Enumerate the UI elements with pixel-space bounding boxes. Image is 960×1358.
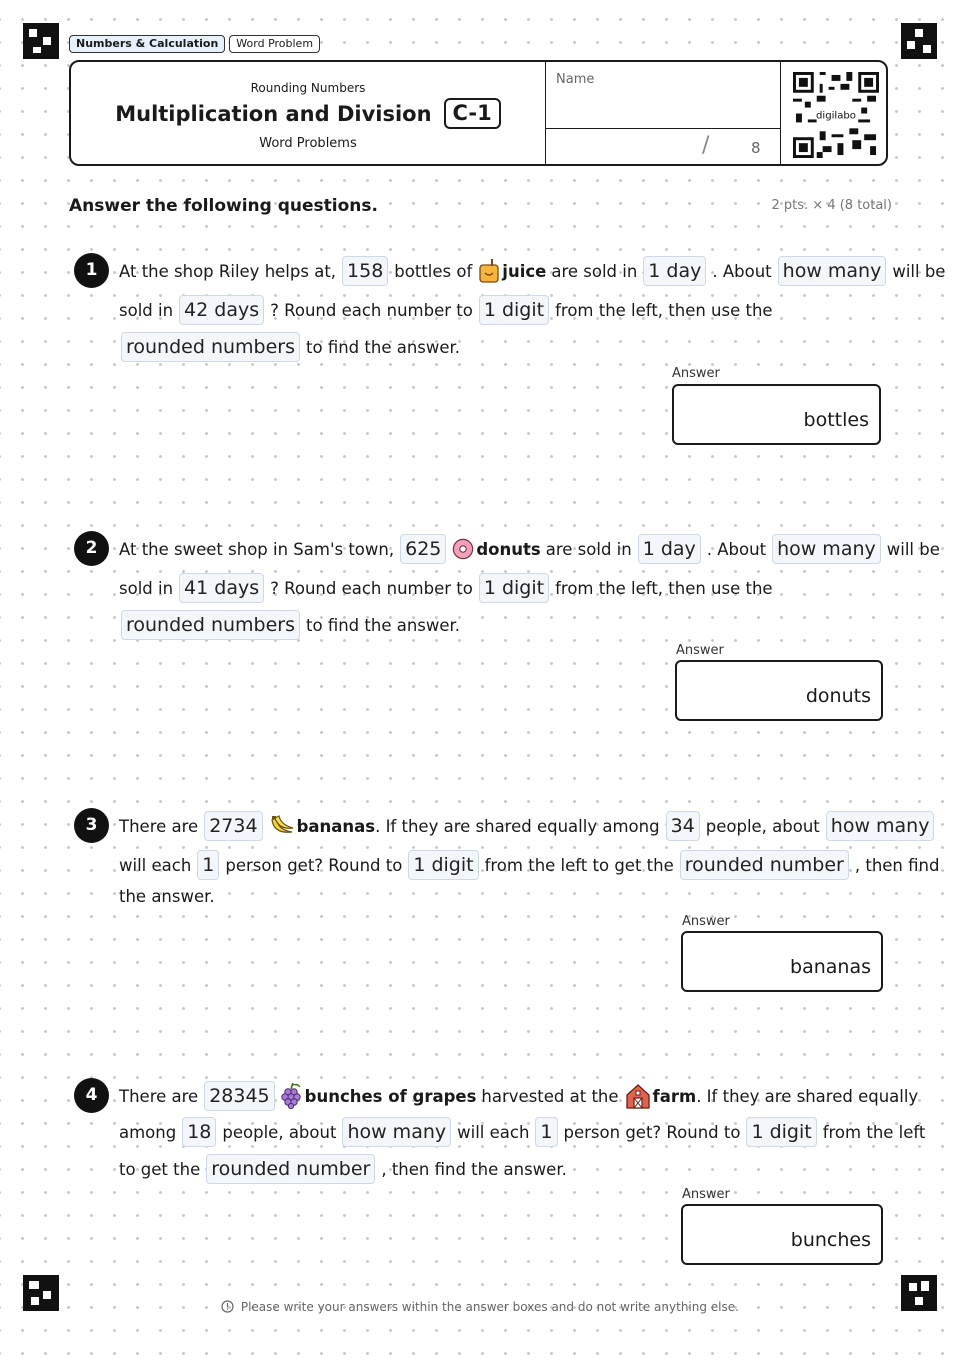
answer-unit: bottles [803,409,869,431]
keyword-box: rounded number [680,850,849,880]
text: ? Round each number to [270,578,473,598]
score-slash: / [702,133,710,158]
donut-icon [452,537,474,561]
answer-unit: bunches [790,1229,871,1251]
number-box: 1 day [638,534,701,564]
text: people, about [222,1122,337,1142]
text: . If they are shared equally among [375,816,660,836]
text: from the left, then use the [555,300,773,320]
answer-unit: bananas [790,956,871,978]
text: There are [119,816,199,836]
worksheet-subtitle: Rounding Numbers [250,81,366,95]
text: At the sweet shop in Sam's town, [119,539,395,559]
question-text-line [119,1081,918,1111]
text: people, about [705,816,820,836]
answer-box[interactable] [675,660,883,721]
question-text-line [119,332,460,362]
answer-label: Answer [682,1187,730,1202]
question-text-line [119,811,940,841]
number-box: 1 digit [408,850,478,880]
farm-barn-icon [625,1083,651,1109]
text: will each [119,855,192,875]
text: to find the answer. [306,615,461,635]
corner-marker-top-left [23,23,59,59]
text: sold in [119,300,174,320]
text: At the shop Riley helps at, [119,261,337,281]
worksheet-title: Multiplication and Division [115,101,432,126]
total-points: 8 [751,139,761,157]
question-text-line [119,887,215,906]
name-score-block [545,62,781,164]
score-field[interactable] [546,128,780,167]
text: will each [457,1122,530,1142]
number-box: 1 digit [479,573,549,603]
question-number: 1 [74,253,109,288]
question-text-line [119,1117,925,1147]
text: bottles of [394,261,473,281]
number-box: 41 days [179,573,264,603]
footer-note [0,1300,960,1314]
name-label: Name [556,72,595,87]
question-text-line [119,534,940,564]
text: . About [706,539,767,559]
item-name: bunches of grapes [304,1086,477,1106]
keyword-box: how many [778,256,887,286]
worksheet-code: C-1 [444,98,501,129]
number-box: 28345 [204,1081,274,1111]
text: , then find the answer. [381,1159,567,1179]
text: are sold in [551,261,638,281]
number-box: 1 digit [479,295,549,325]
text: . About [712,261,772,281]
text: from the left, then use the [555,578,773,598]
title-block [71,62,545,164]
question-text-line [119,256,945,286]
question-number: 2 [74,531,109,566]
text: to find the answer. [306,337,461,357]
answer-unit: donuts [805,685,871,707]
category-tags [69,35,320,53]
text: to get the [119,1159,201,1179]
text: are sold in [545,539,632,559]
text: from the left to get the [484,855,674,875]
question-number: 3 [74,808,109,843]
info-icon [221,1300,234,1313]
keyword-box: rounded numbers [121,610,300,640]
points-info: 2 pts. × 4 (8 total) [771,198,892,213]
text: person get? Round to [563,1122,741,1142]
answer-label: Answer [682,914,730,929]
question-text-line [119,1154,567,1184]
text: the answer. [119,887,215,906]
question-text-line [119,850,939,880]
answer-label: Answer [676,643,724,658]
answer-label: Answer [672,366,720,381]
text: , then find [854,855,940,875]
text: will be [892,261,946,281]
text: ? Round each number to [270,300,473,320]
tag-word-problem: Word Problem [229,35,320,53]
text: will be [886,539,940,559]
worksheet-header [69,60,888,166]
item-name: donuts [476,539,541,559]
keyword-box: rounded number [206,1154,375,1184]
number-box: 34 [666,811,700,841]
number-box: 1 [197,850,219,880]
text: sold in [119,578,174,598]
grapes-icon [281,1083,303,1109]
number-box: 1 digit [746,1117,816,1147]
keyword-box: how many [342,1117,451,1147]
number-box: 18 [182,1117,216,1147]
question-text-line [119,610,460,640]
number-box: 625 [400,534,446,564]
number-box: 158 [342,256,388,286]
footer-text: Please write your answers within the answer boxes and do not write anything else. [240,1300,739,1314]
number-box: 1 day [643,256,706,286]
keyword-box: how many [772,534,881,564]
corner-marker-top-right [901,23,937,59]
keyword-box: rounded numbers [121,332,300,362]
text: person get? Round to [225,855,403,875]
number-box: 42 days [179,295,264,325]
keyword-box: how many [826,811,935,841]
text: from the left [822,1122,926,1142]
text: harvested at the [481,1086,619,1106]
text: . If they are shared equally [696,1086,919,1106]
question-number: 4 [74,1078,109,1113]
place-name: farm [652,1086,697,1106]
instruction-text: Answer the following questions. [69,196,378,216]
qr-code-icon [793,72,879,158]
text: There are [119,1086,199,1106]
answer-box[interactable] [672,384,881,445]
item-name: juice [502,261,547,281]
juice-box-icon [478,259,500,283]
worksheet-section: Word Problems [259,136,357,151]
answer-box[interactable] [681,931,883,992]
number-box: 2734 [204,811,262,841]
question-text-line [119,573,773,603]
svg-text:digilabo: digilabo [816,110,856,122]
banana-icon [269,814,295,838]
question-text-line [119,295,773,325]
item-name: bananas [296,816,376,836]
number-box: 1 [535,1117,557,1147]
tag-numbers-calculation: Numbers & Calculation [69,35,225,53]
answer-box[interactable] [681,1204,883,1265]
text: among [119,1122,177,1142]
